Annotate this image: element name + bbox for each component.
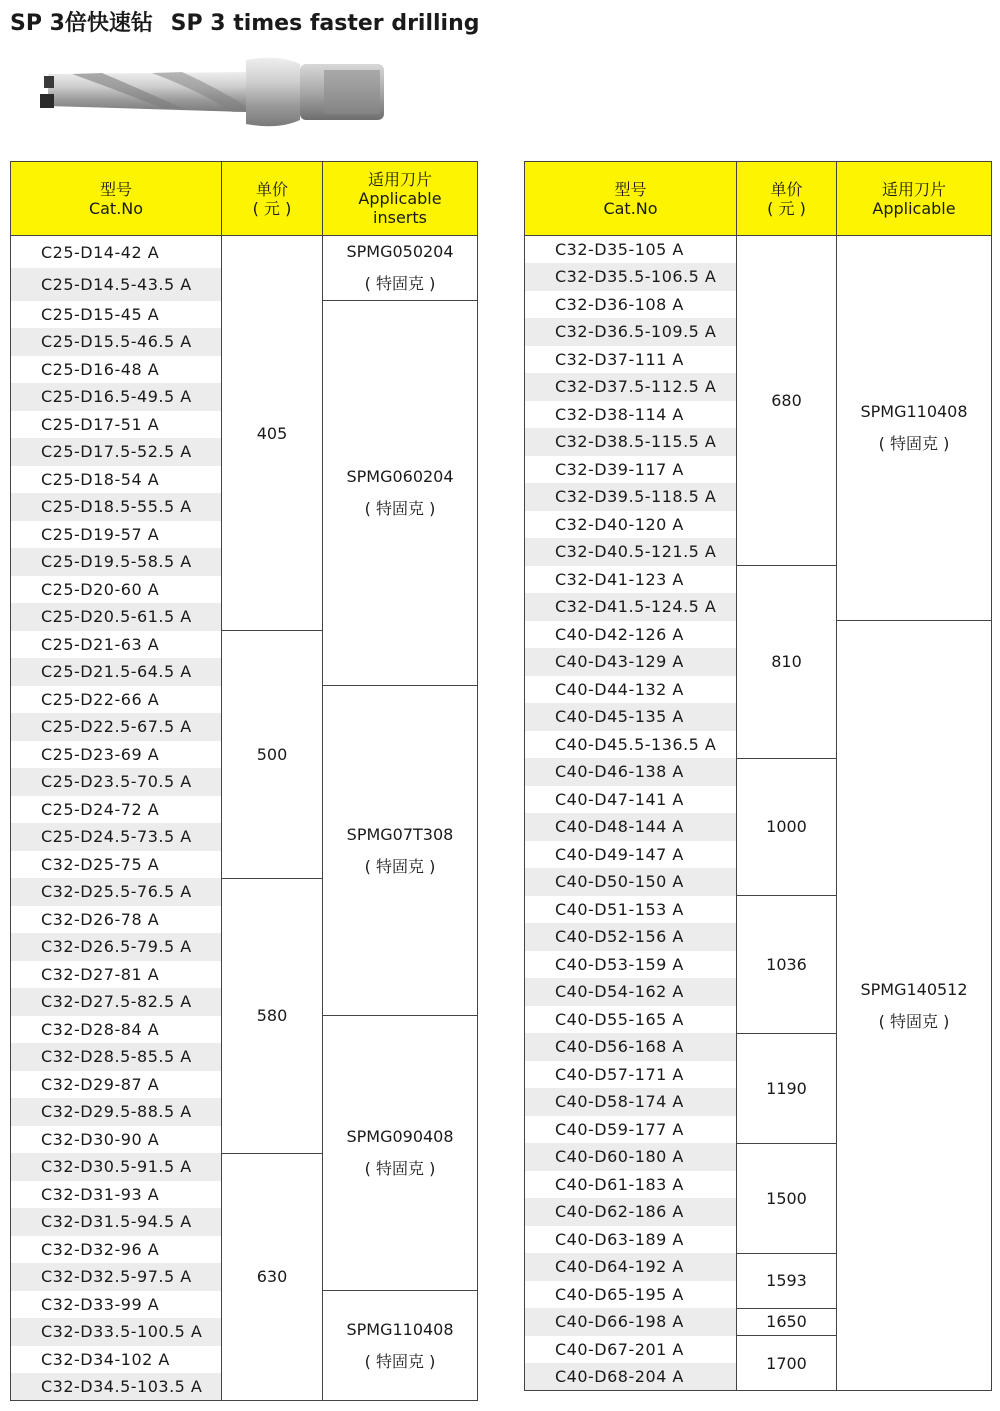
cat-no-cell: C32-D40.5-121.5 A [525,538,737,566]
cat-no-cell: C40-D57-171 A [525,1061,737,1089]
cat-no-cell: C25-D14-42 A [11,236,222,269]
insert-cell [837,236,992,621]
price-cell: 1190 [737,1033,837,1143]
cat-no-cell: C25-D16.5-49.5 A [11,383,222,411]
cat-no-cell: C32-D34-102 A [11,1346,222,1374]
cat-no-cell: C32-D32-96 A [11,1236,222,1264]
insert-code: SPMG140512 [860,979,968,999]
cat-no-cell: C40-D61-183 A [525,1171,737,1199]
cat-no-cell: C40-D47-141 A [525,786,737,814]
cat-no-cell: C32-D25-75 A [11,851,222,879]
cat-no-cell: C32-D25.5-76.5 A [11,878,222,906]
cat-no-cell: C32-D33.5-100.5 A [11,1318,222,1346]
price-cell: 630 [222,1153,323,1401]
cat-no-cell: C32-D35.5-106.5 A [525,263,737,291]
insert-code: SPMG060204 [346,467,454,486]
cat-no-cell: C25-D19-57 A [11,521,222,549]
price-cell: 680 [737,236,837,566]
cat-no-cell: C25-D22-66 A [11,686,222,714]
cat-no-cell: C40-D58-174 A [525,1088,737,1116]
price-cell: 1036 [737,896,837,1034]
insert-header: 适用刀片 Applicable inserts [323,162,478,236]
insert-cell [837,621,992,1391]
table-row [525,236,992,264]
cat-no-cell: C25-D22.5-67.5 A [11,713,222,741]
drill-product-image [32,54,392,130]
cat-no-cell: C40-D68-204 A [525,1363,737,1391]
cat-no-cell: C32-D37-111 A [525,346,737,374]
cat-no-cell: C32-D29.5-88.5 A [11,1098,222,1126]
insert-cell [323,1291,478,1401]
cat-no-cell: C25-D20.5-61.5 A [11,603,222,631]
cat-no-cell: C25-D17.5-52.5 A [11,438,222,466]
cat-no-cell: C40-D42-126 A [525,621,737,649]
cat-no-cell: C25-D23-69 A [11,741,222,769]
insert-cell [323,301,478,686]
cat-no-cell: C40-D64-192 A [525,1253,737,1281]
cat-no-cell: C32-D41-123 A [525,566,737,594]
insert-cell [323,236,478,301]
cat-no-cell: C25-D15-45 A [11,301,222,329]
cat-no-cell: C40-D67-201 A [525,1336,737,1364]
cat-no-cell: C40-D44-132 A [525,676,737,704]
price-cell: 1700 [737,1336,837,1391]
right-spec-table [524,161,992,1391]
cat-no-cell: C40-D46-138 A [525,758,737,786]
cat-no-cell: C32-D29-87 A [11,1071,222,1099]
cat-no-cell: C32-D26.5-79.5 A [11,933,222,961]
left-spec-table [10,161,478,1401]
cat-no-cell: C40-D43-129 A [525,648,737,676]
cat-no-cell: C25-D17-51 A [11,411,222,439]
insert-brand: ( 特固克 ) [364,1351,436,1371]
insert-brand: ( 特固克 ) [364,1159,436,1178]
cat-no-cell: C32-D32.5-97.5 A [11,1263,222,1291]
insert-brand: ( 特固克 ) [878,1011,950,1031]
insert-brand: ( 特固克 ) [364,274,436,293]
cat-no-cell: C40-D50-150 A [525,868,737,896]
cat-no-cell: C32-D31-93 A [11,1181,222,1209]
cat-no-cell: C40-D62-186 A [525,1198,737,1226]
cat-no-cell: C32-D27-81 A [11,961,222,989]
cat-no-cell: C40-D53-159 A [525,951,737,979]
cat-no-cell: C40-D63-189 A [525,1226,737,1254]
cat-no-cell: C40-D60-180 A [525,1143,737,1171]
insert-cell [323,686,478,1016]
cat-no-cell: C25-D21.5-64.5 A [11,658,222,686]
cat-no-header: 型号 Cat.No [11,162,222,236]
cat-no-cell: C40-D51-153 A [525,896,737,924]
cat-no-cell: C40-D55-165 A [525,1006,737,1034]
cat-no-cell: C25-D18.5-55.5 A [11,493,222,521]
price-cell: 1000 [737,758,837,896]
cat-no-cell: C40-D65-195 A [525,1281,737,1309]
cat-no-cell: C32-D31.5-94.5 A [11,1208,222,1236]
cat-no-cell: C40-D52-156 A [525,923,737,951]
cat-no-cell: C25-D23.5-70.5 A [11,768,222,796]
cat-no-cell: C25-D14.5-43.5 A [11,268,222,301]
cat-no-cell: C40-D56-168 A [525,1033,737,1061]
cat-no-cell: C32-D38-114 A [525,401,737,429]
cat-no-cell: C32-D41.5-124.5 A [525,593,737,621]
cat-no-cell: C32-D39-117 A [525,456,737,484]
cat-no-cell: C32-D34.5-103.5 A [11,1373,222,1401]
cat-no-header: 型号 Cat.No [525,162,737,236]
cat-no-cell: C25-D19.5-58.5 A [11,548,222,576]
cat-no-cell: C32-D40-120 A [525,511,737,539]
cat-no-cell: C25-D21-63 A [11,631,222,659]
insert-code: SPMG110408 [860,402,968,421]
cat-no-cell: C25-D20-60 A [11,576,222,604]
cat-no-cell: C25-D15.5-46.5 A [11,328,222,356]
title-cn: SP 3倍快速钻 [10,11,153,36]
price-cell: 405 [222,236,323,631]
cat-no-cell: C40-D59-177 A [525,1116,737,1144]
cat-no-cell: C40-D66-198 A [525,1308,737,1336]
insert-brand: ( 特固克 ) [878,434,950,453]
price-header: 单价 ( 元 ) [222,162,323,236]
price-cell: 500 [222,631,323,879]
cat-no-cell: C32-D30.5-91.5 A [11,1153,222,1181]
cat-no-cell: C25-D24-72 A [11,796,222,824]
cat-no-cell: C25-D24.5-73.5 A [11,823,222,851]
cat-no-cell: C32-D28.5-85.5 A [11,1043,222,1071]
insert-code: SPMG07T308 [346,824,454,844]
price-cell: 810 [737,566,837,759]
cat-no-cell: C32-D30-90 A [11,1126,222,1154]
cat-no-cell: C32-D39.5-118.5 A [525,483,737,511]
insert-code: SPMG090408 [346,1127,454,1146]
table-header-row [11,162,478,236]
insert-header: 适用刀片 Applicable [837,162,992,236]
table-header-row [525,162,992,236]
price-cell: 1593 [737,1253,837,1308]
cat-no-cell: C40-D45-135 A [525,703,737,731]
insert-brand: ( 特固克 ) [364,499,436,518]
title-en: SP 3 times faster drilling [170,11,480,36]
cat-no-cell: C32-D33-99 A [11,1291,222,1319]
price-cell: 580 [222,878,323,1153]
insert-cell [323,1016,478,1291]
price-cell: 1500 [737,1143,837,1253]
cat-no-cell: C40-D48-144 A [525,813,737,841]
cat-no-cell: C32-D35-105 A [525,236,737,264]
cat-no-cell: C25-D16-48 A [11,356,222,384]
cat-no-cell: C40-D54-162 A [525,978,737,1006]
cat-no-cell: C32-D38.5-115.5 A [525,428,737,456]
insert-code: SPMG110408 [346,1319,454,1339]
insert-brand: ( 特固克 ) [364,856,436,876]
price-header: 单价 ( 元 ) [737,162,837,236]
cat-no-cell: C32-D36.5-109.5 A [525,318,737,346]
cat-no-cell: C32-D26-78 A [11,906,222,934]
cat-no-cell: C32-D27.5-82.5 A [11,988,222,1016]
cat-no-cell: C40-D45.5-136.5 A [525,731,737,759]
cat-no-cell: C40-D49-147 A [525,841,737,869]
page-title [10,6,480,37]
cat-no-cell: C32-D36-108 A [525,291,737,319]
price-cell: 1650 [737,1308,837,1336]
cat-no-cell: C32-D37.5-112.5 A [525,373,737,401]
table-row [11,236,478,269]
insert-code: SPMG050204 [346,242,454,261]
cat-no-cell: C32-D28-84 A [11,1016,222,1044]
cat-no-cell: C25-D18-54 A [11,466,222,494]
